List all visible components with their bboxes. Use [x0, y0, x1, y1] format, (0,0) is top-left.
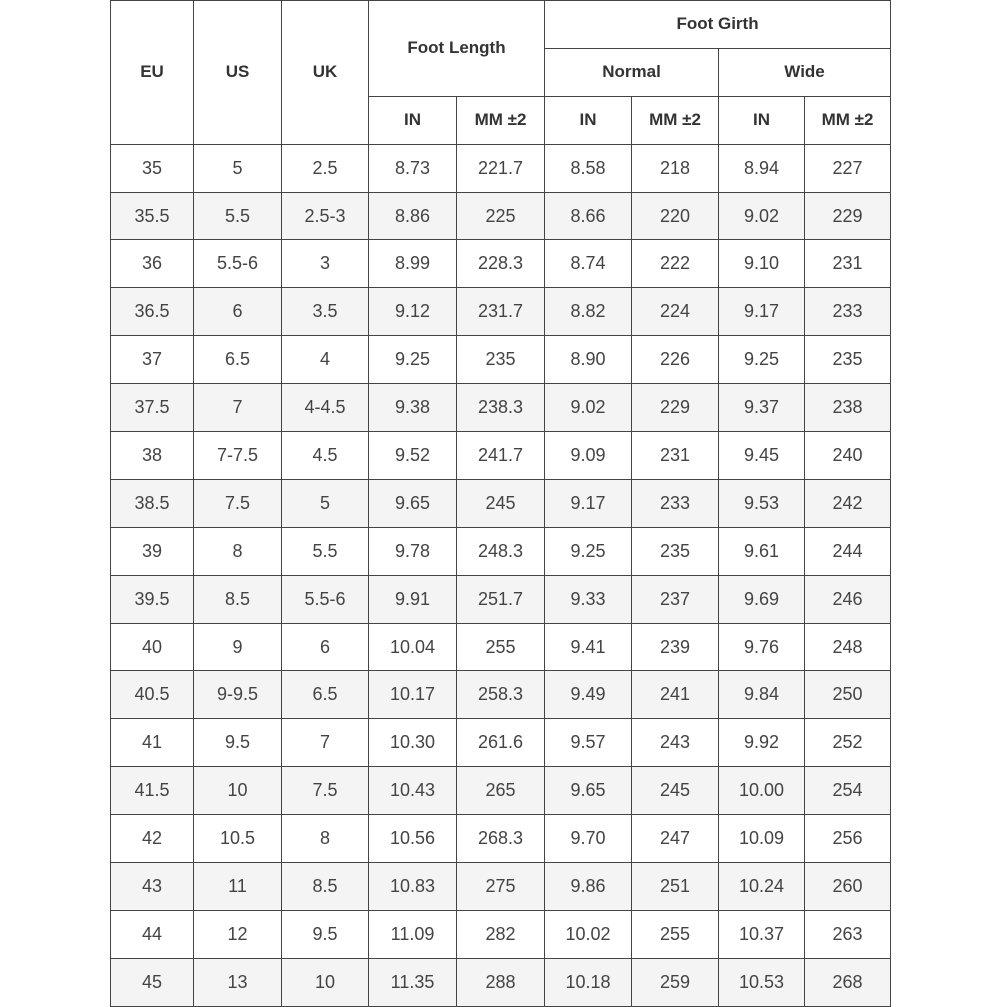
cell-eu: 35.5 — [111, 192, 194, 240]
cell-length-in: 10.17 — [369, 671, 457, 719]
cell-normal-in: 9.86 — [545, 863, 632, 911]
cell-uk: 8 — [282, 815, 369, 863]
table-row — [111, 863, 891, 911]
cell-eu: 36 — [111, 240, 194, 288]
cell-wide-in: 10.09 — [719, 815, 805, 863]
cell-us: 10 — [194, 767, 282, 815]
cell-eu: 43 — [111, 863, 194, 911]
cell-length-in: 11.35 — [369, 958, 457, 1006]
cell-length-in: 10.43 — [369, 767, 457, 815]
cell-normal-in: 9.65 — [545, 767, 632, 815]
cell-eu: 38.5 — [111, 479, 194, 527]
cell-wide-in: 10.53 — [719, 958, 805, 1006]
cell-wide-in: 8.94 — [719, 144, 805, 192]
header-foot-length: Foot Length — [369, 1, 545, 97]
cell-normal-mm: 235 — [632, 527, 719, 575]
cell-length-mm: 268.3 — [457, 815, 545, 863]
cell-normal-in: 9.09 — [545, 432, 632, 480]
cell-length-mm: 235 — [457, 336, 545, 384]
table-row — [111, 384, 891, 432]
cell-us: 7 — [194, 384, 282, 432]
cell-wide-mm: 242 — [805, 479, 891, 527]
cell-normal-in: 8.58 — [545, 144, 632, 192]
header-uk: UK — [282, 1, 369, 145]
cell-uk: 8.5 — [282, 863, 369, 911]
cell-uk: 3 — [282, 240, 369, 288]
cell-length-mm: 245 — [457, 479, 545, 527]
size-chart-table — [110, 0, 891, 1007]
cell-uk: 5.5 — [282, 527, 369, 575]
cell-length-mm: 275 — [457, 863, 545, 911]
table-row — [111, 719, 891, 767]
cell-eu: 41.5 — [111, 767, 194, 815]
cell-length-in: 9.25 — [369, 336, 457, 384]
cell-length-in: 10.04 — [369, 623, 457, 671]
cell-normal-in: 9.49 — [545, 671, 632, 719]
cell-eu: 39 — [111, 527, 194, 575]
cell-length-in: 8.86 — [369, 192, 457, 240]
cell-normal-mm: 239 — [632, 623, 719, 671]
cell-us: 8 — [194, 527, 282, 575]
table-row — [111, 958, 891, 1006]
cell-normal-in: 10.18 — [545, 958, 632, 1006]
cell-us: 5.5 — [194, 192, 282, 240]
cell-wide-mm: 227 — [805, 144, 891, 192]
cell-wide-in: 9.25 — [719, 336, 805, 384]
cell-normal-mm: 259 — [632, 958, 719, 1006]
cell-us: 6.5 — [194, 336, 282, 384]
cell-normal-in: 9.17 — [545, 479, 632, 527]
cell-length-in: 9.65 — [369, 479, 457, 527]
cell-length-mm: 241.7 — [457, 432, 545, 480]
cell-us: 7.5 — [194, 479, 282, 527]
cell-length-in: 9.78 — [369, 527, 457, 575]
cell-normal-mm: 222 — [632, 240, 719, 288]
table-row — [111, 288, 891, 336]
cell-normal-in: 8.90 — [545, 336, 632, 384]
cell-wide-mm: 235 — [805, 336, 891, 384]
cell-wide-in: 9.17 — [719, 288, 805, 336]
cell-uk: 5 — [282, 479, 369, 527]
cell-uk: 5.5-6 — [282, 575, 369, 623]
cell-wide-mm: 246 — [805, 575, 891, 623]
cell-normal-mm: 218 — [632, 144, 719, 192]
cell-normal-in: 9.70 — [545, 815, 632, 863]
cell-wide-mm: 240 — [805, 432, 891, 480]
cell-eu: 39.5 — [111, 575, 194, 623]
cell-wide-mm: 231 — [805, 240, 891, 288]
header-length-in: IN — [369, 96, 457, 144]
table-row — [111, 623, 891, 671]
cell-normal-in: 10.02 — [545, 910, 632, 958]
cell-uk: 3.5 — [282, 288, 369, 336]
cell-length-in: 9.52 — [369, 432, 457, 480]
cell-length-in: 9.12 — [369, 288, 457, 336]
cell-length-mm: 258.3 — [457, 671, 545, 719]
cell-length-mm: 251.7 — [457, 575, 545, 623]
cell-us: 5.5-6 — [194, 240, 282, 288]
cell-normal-mm: 220 — [632, 192, 719, 240]
cell-length-in: 9.91 — [369, 575, 457, 623]
cell-eu: 40 — [111, 623, 194, 671]
cell-wide-mm: 248 — [805, 623, 891, 671]
cell-wide-in: 9.92 — [719, 719, 805, 767]
cell-length-mm: 221.7 — [457, 144, 545, 192]
cell-length-mm: 261.6 — [457, 719, 545, 767]
cell-length-in: 10.83 — [369, 863, 457, 911]
cell-eu: 45 — [111, 958, 194, 1006]
cell-length-mm: 238.3 — [457, 384, 545, 432]
table-header — [111, 1, 891, 145]
cell-length-mm: 228.3 — [457, 240, 545, 288]
cell-uk: 6 — [282, 623, 369, 671]
cell-length-in: 11.09 — [369, 910, 457, 958]
cell-normal-in: 9.41 — [545, 623, 632, 671]
cell-eu: 41 — [111, 719, 194, 767]
cell-wide-in: 10.00 — [719, 767, 805, 815]
cell-uk: 4.5 — [282, 432, 369, 480]
cell-wide-in: 10.24 — [719, 863, 805, 911]
cell-uk: 2.5 — [282, 144, 369, 192]
cell-normal-mm: 224 — [632, 288, 719, 336]
table-row — [111, 671, 891, 719]
cell-normal-mm: 233 — [632, 479, 719, 527]
header-wide-mm: MM ±2 — [805, 96, 891, 144]
table-row — [111, 527, 891, 575]
cell-eu: 36.5 — [111, 288, 194, 336]
cell-normal-mm: 237 — [632, 575, 719, 623]
table-row — [111, 192, 891, 240]
cell-wide-in: 9.76 — [719, 623, 805, 671]
cell-uk: 10 — [282, 958, 369, 1006]
cell-uk: 7 — [282, 719, 369, 767]
cell-normal-mm: 229 — [632, 384, 719, 432]
cell-wide-mm: 252 — [805, 719, 891, 767]
cell-normal-mm: 245 — [632, 767, 719, 815]
cell-length-mm: 265 — [457, 767, 545, 815]
cell-length-mm: 288 — [457, 958, 545, 1006]
cell-eu: 37 — [111, 336, 194, 384]
cell-length-in: 10.56 — [369, 815, 457, 863]
cell-us: 5 — [194, 144, 282, 192]
table-row — [111, 910, 891, 958]
cell-uk: 6.5 — [282, 671, 369, 719]
cell-us: 13 — [194, 958, 282, 1006]
cell-length-in: 10.30 — [369, 719, 457, 767]
cell-us: 8.5 — [194, 575, 282, 623]
cell-normal-mm: 255 — [632, 910, 719, 958]
cell-normal-in: 9.33 — [545, 575, 632, 623]
cell-wide-in: 9.69 — [719, 575, 805, 623]
cell-wide-mm: 263 — [805, 910, 891, 958]
cell-us: 12 — [194, 910, 282, 958]
cell-normal-mm: 243 — [632, 719, 719, 767]
cell-eu: 42 — [111, 815, 194, 863]
cell-wide-mm: 268 — [805, 958, 891, 1006]
table-row — [111, 815, 891, 863]
cell-wide-in: 10.37 — [719, 910, 805, 958]
cell-eu: 35 — [111, 144, 194, 192]
cell-normal-in: 8.82 — [545, 288, 632, 336]
cell-length-mm: 255 — [457, 623, 545, 671]
cell-us: 6 — [194, 288, 282, 336]
table-row — [111, 336, 891, 384]
cell-wide-mm: 244 — [805, 527, 891, 575]
cell-wide-mm: 229 — [805, 192, 891, 240]
cell-wide-in: 9.10 — [719, 240, 805, 288]
cell-wide-mm: 260 — [805, 863, 891, 911]
cell-normal-in: 9.25 — [545, 527, 632, 575]
header-length-mm: MM ±2 — [457, 96, 545, 144]
cell-eu: 40.5 — [111, 671, 194, 719]
cell-wide-in: 9.02 — [719, 192, 805, 240]
cell-length-mm: 231.7 — [457, 288, 545, 336]
header-us: US — [194, 1, 282, 145]
table-row — [111, 432, 891, 480]
cell-wide-in: 9.61 — [719, 527, 805, 575]
header-normal: Normal — [545, 48, 719, 96]
cell-eu: 37.5 — [111, 384, 194, 432]
cell-wide-in: 9.53 — [719, 479, 805, 527]
cell-normal-in: 8.66 — [545, 192, 632, 240]
cell-us: 11 — [194, 863, 282, 911]
header-wide: Wide — [719, 48, 891, 96]
cell-us: 7-7.5 — [194, 432, 282, 480]
table-row — [111, 575, 891, 623]
cell-uk: 4-4.5 — [282, 384, 369, 432]
cell-uk: 9.5 — [282, 910, 369, 958]
table-row — [111, 240, 891, 288]
cell-normal-mm: 231 — [632, 432, 719, 480]
cell-length-mm: 225 — [457, 192, 545, 240]
table-body — [111, 144, 891, 1006]
header-foot-girth: Foot Girth — [545, 1, 891, 49]
cell-length-in: 8.73 — [369, 144, 457, 192]
cell-wide-in: 9.84 — [719, 671, 805, 719]
cell-us: 10.5 — [194, 815, 282, 863]
cell-wide-mm: 256 — [805, 815, 891, 863]
cell-length-in: 9.38 — [369, 384, 457, 432]
table-row — [111, 767, 891, 815]
cell-length-mm: 282 — [457, 910, 545, 958]
cell-length-mm: 248.3 — [457, 527, 545, 575]
header-eu: EU — [111, 1, 194, 145]
cell-uk: 2.5-3 — [282, 192, 369, 240]
cell-us: 9 — [194, 623, 282, 671]
cell-wide-in: 9.45 — [719, 432, 805, 480]
cell-uk: 7.5 — [282, 767, 369, 815]
cell-wide-in: 9.37 — [719, 384, 805, 432]
header-normal-in: IN — [545, 96, 632, 144]
table-row — [111, 479, 891, 527]
cell-wide-mm: 250 — [805, 671, 891, 719]
cell-wide-mm: 238 — [805, 384, 891, 432]
header-normal-mm: MM ±2 — [632, 96, 719, 144]
header-wide-in: IN — [719, 96, 805, 144]
cell-eu: 44 — [111, 910, 194, 958]
table-row — [111, 144, 891, 192]
cell-us: 9.5 — [194, 719, 282, 767]
cell-uk: 4 — [282, 336, 369, 384]
cell-normal-in: 9.02 — [545, 384, 632, 432]
cell-normal-in: 8.74 — [545, 240, 632, 288]
cell-normal-mm: 251 — [632, 863, 719, 911]
cell-normal-mm: 226 — [632, 336, 719, 384]
cell-normal-mm: 241 — [632, 671, 719, 719]
cell-length-in: 8.99 — [369, 240, 457, 288]
cell-wide-mm: 233 — [805, 288, 891, 336]
cell-wide-mm: 254 — [805, 767, 891, 815]
cell-normal-mm: 247 — [632, 815, 719, 863]
cell-eu: 38 — [111, 432, 194, 480]
cell-normal-in: 9.57 — [545, 719, 632, 767]
cell-us: 9-9.5 — [194, 671, 282, 719]
